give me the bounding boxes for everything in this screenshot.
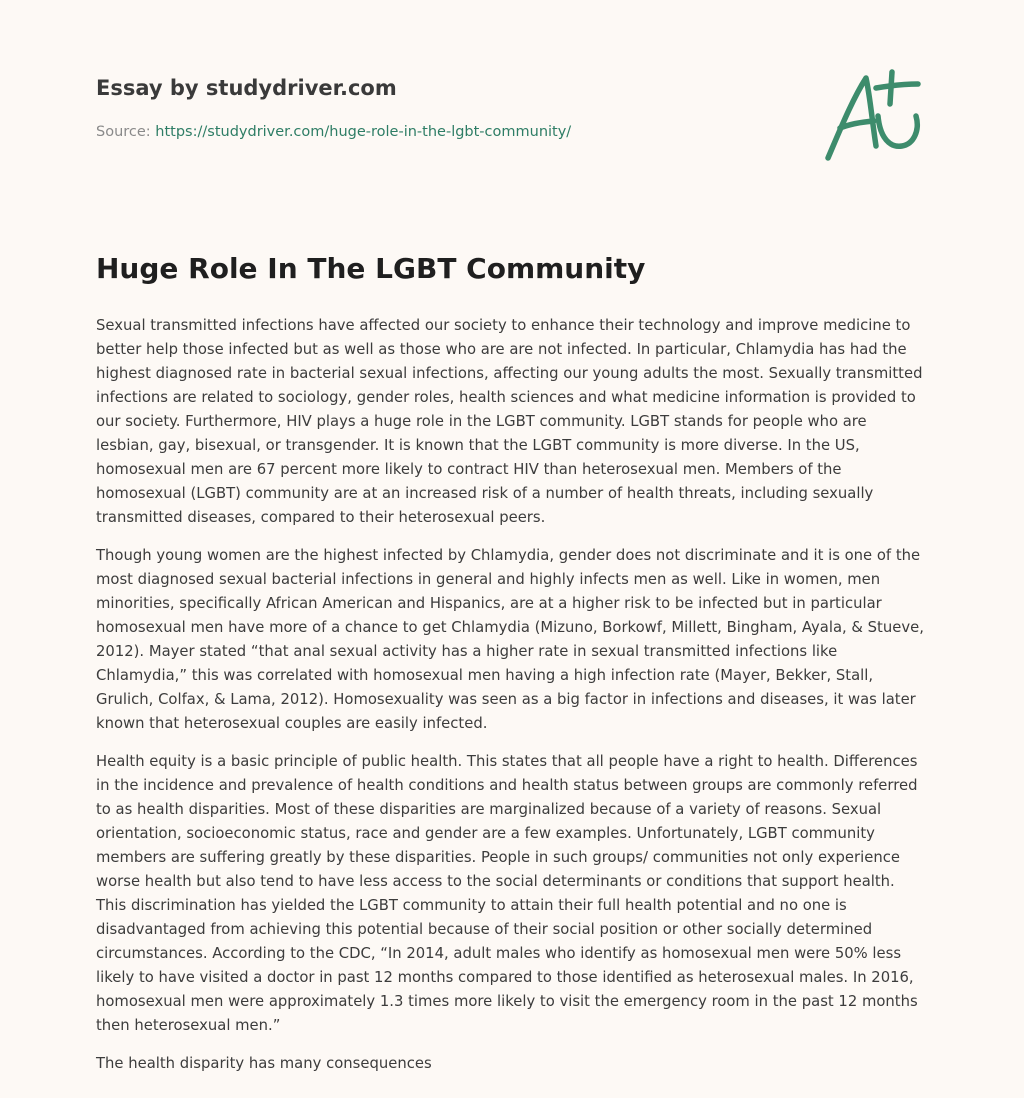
source-line [96, 124, 571, 140]
essay-title: Huge Role In The LGBT Community [96, 252, 646, 285]
essay-paragraph-2: Though young women are the highest infected by Chlamydia, gender does not discriminate and it is one of the most diagnosed sexual bacterial infections in general and highly infects men as well. Like in women, men minorities, specifically African American and Hispanics, are at a higher risk to be infected but in particular homosexual men have more of a chance to get Chlamydia (Mizuno, Borkowf, Millett, Bingham, Ayala, & Stueve, 2012). Mayer stated “that anal sexual activity has a higher rate in sexual transmitted infections like Chlamydia,” this was correlated with homosexual men having a high infection rate (Mayer, Bekker, Stall, Grulich, Colfax, & Lama, 2012). Homosexuality was seen as a big factor in infections and diseases, it was later known that heterosexual couples are easily infected. [96, 547, 924, 732]
essay-body [96, 314, 928, 1090]
essay-paragraph-4: The health disparity has many consequences [96, 1055, 432, 1072]
brand-title: Essay by studydriver.com [96, 76, 397, 100]
source-link[interactable]: https://studydriver.com/huge-role-in-the-lgbt-community/ [155, 124, 572, 140]
a-plus-logo-icon [822, 66, 926, 166]
essay-paragraph-3: Health equity is a basic principle of public health. This states that all people have a right to health. Differences in the incidence and prevalence of health conditions and health status between groups are commonly referred to as health disparities. Most of these disparities are marginalized because of a variety of reasons. Sexual orientation, socioeconomic status, race and gender are a few examples. Unfortunately, LGBT community members are suffering greatly by these disparities. People in such groups/ communities not only experience worse health but also tend to have less access to the social determinants or conditions that support health. This discrimination has yielded the LGBT community to attain their full health potential and no one is disadvantaged from achieving this potential because of their social position or other socially determined circumstances. According to the CDC, “In 2014, adult males who identify as homosexual men were 50% less likely to have visited a doctor in past 12 months compared to those identified as heterosexual males. In 2016, homosexual men were approximately 1.3 times more likely to visit the emergency room in the past 12 months then heterosexual men.” [96, 753, 918, 1034]
page-header [96, 0, 928, 220]
essay-paragraph-1: Sexual transmitted infections have affected our society to enhance their technology and improve medicine to better help those infected but as well as those who are are not infected. In particular, Chlamydia has had the highest diagnosed rate in bacterial sexual infections, affecting our young adults the most. Sexually transmitted infections are related to sociology, gender roles, health sciences and what medicine information is provided to our society. Furthermore, HIV plays a huge role in the LGBT community. LGBT stands for people who are lesbian, gay, bisexual, or transgender. It is known that the LGBT community is more diverse. In the US, homosexual men are 67 percent more likely to contract HIV than heterosexual men. Members of the homosexual (LGBT) community are at an increased risk of a number of health threats, including sexually transmitted diseases, compared to their heterosexual peers. [96, 317, 923, 526]
source-label: Source: [96, 124, 151, 140]
